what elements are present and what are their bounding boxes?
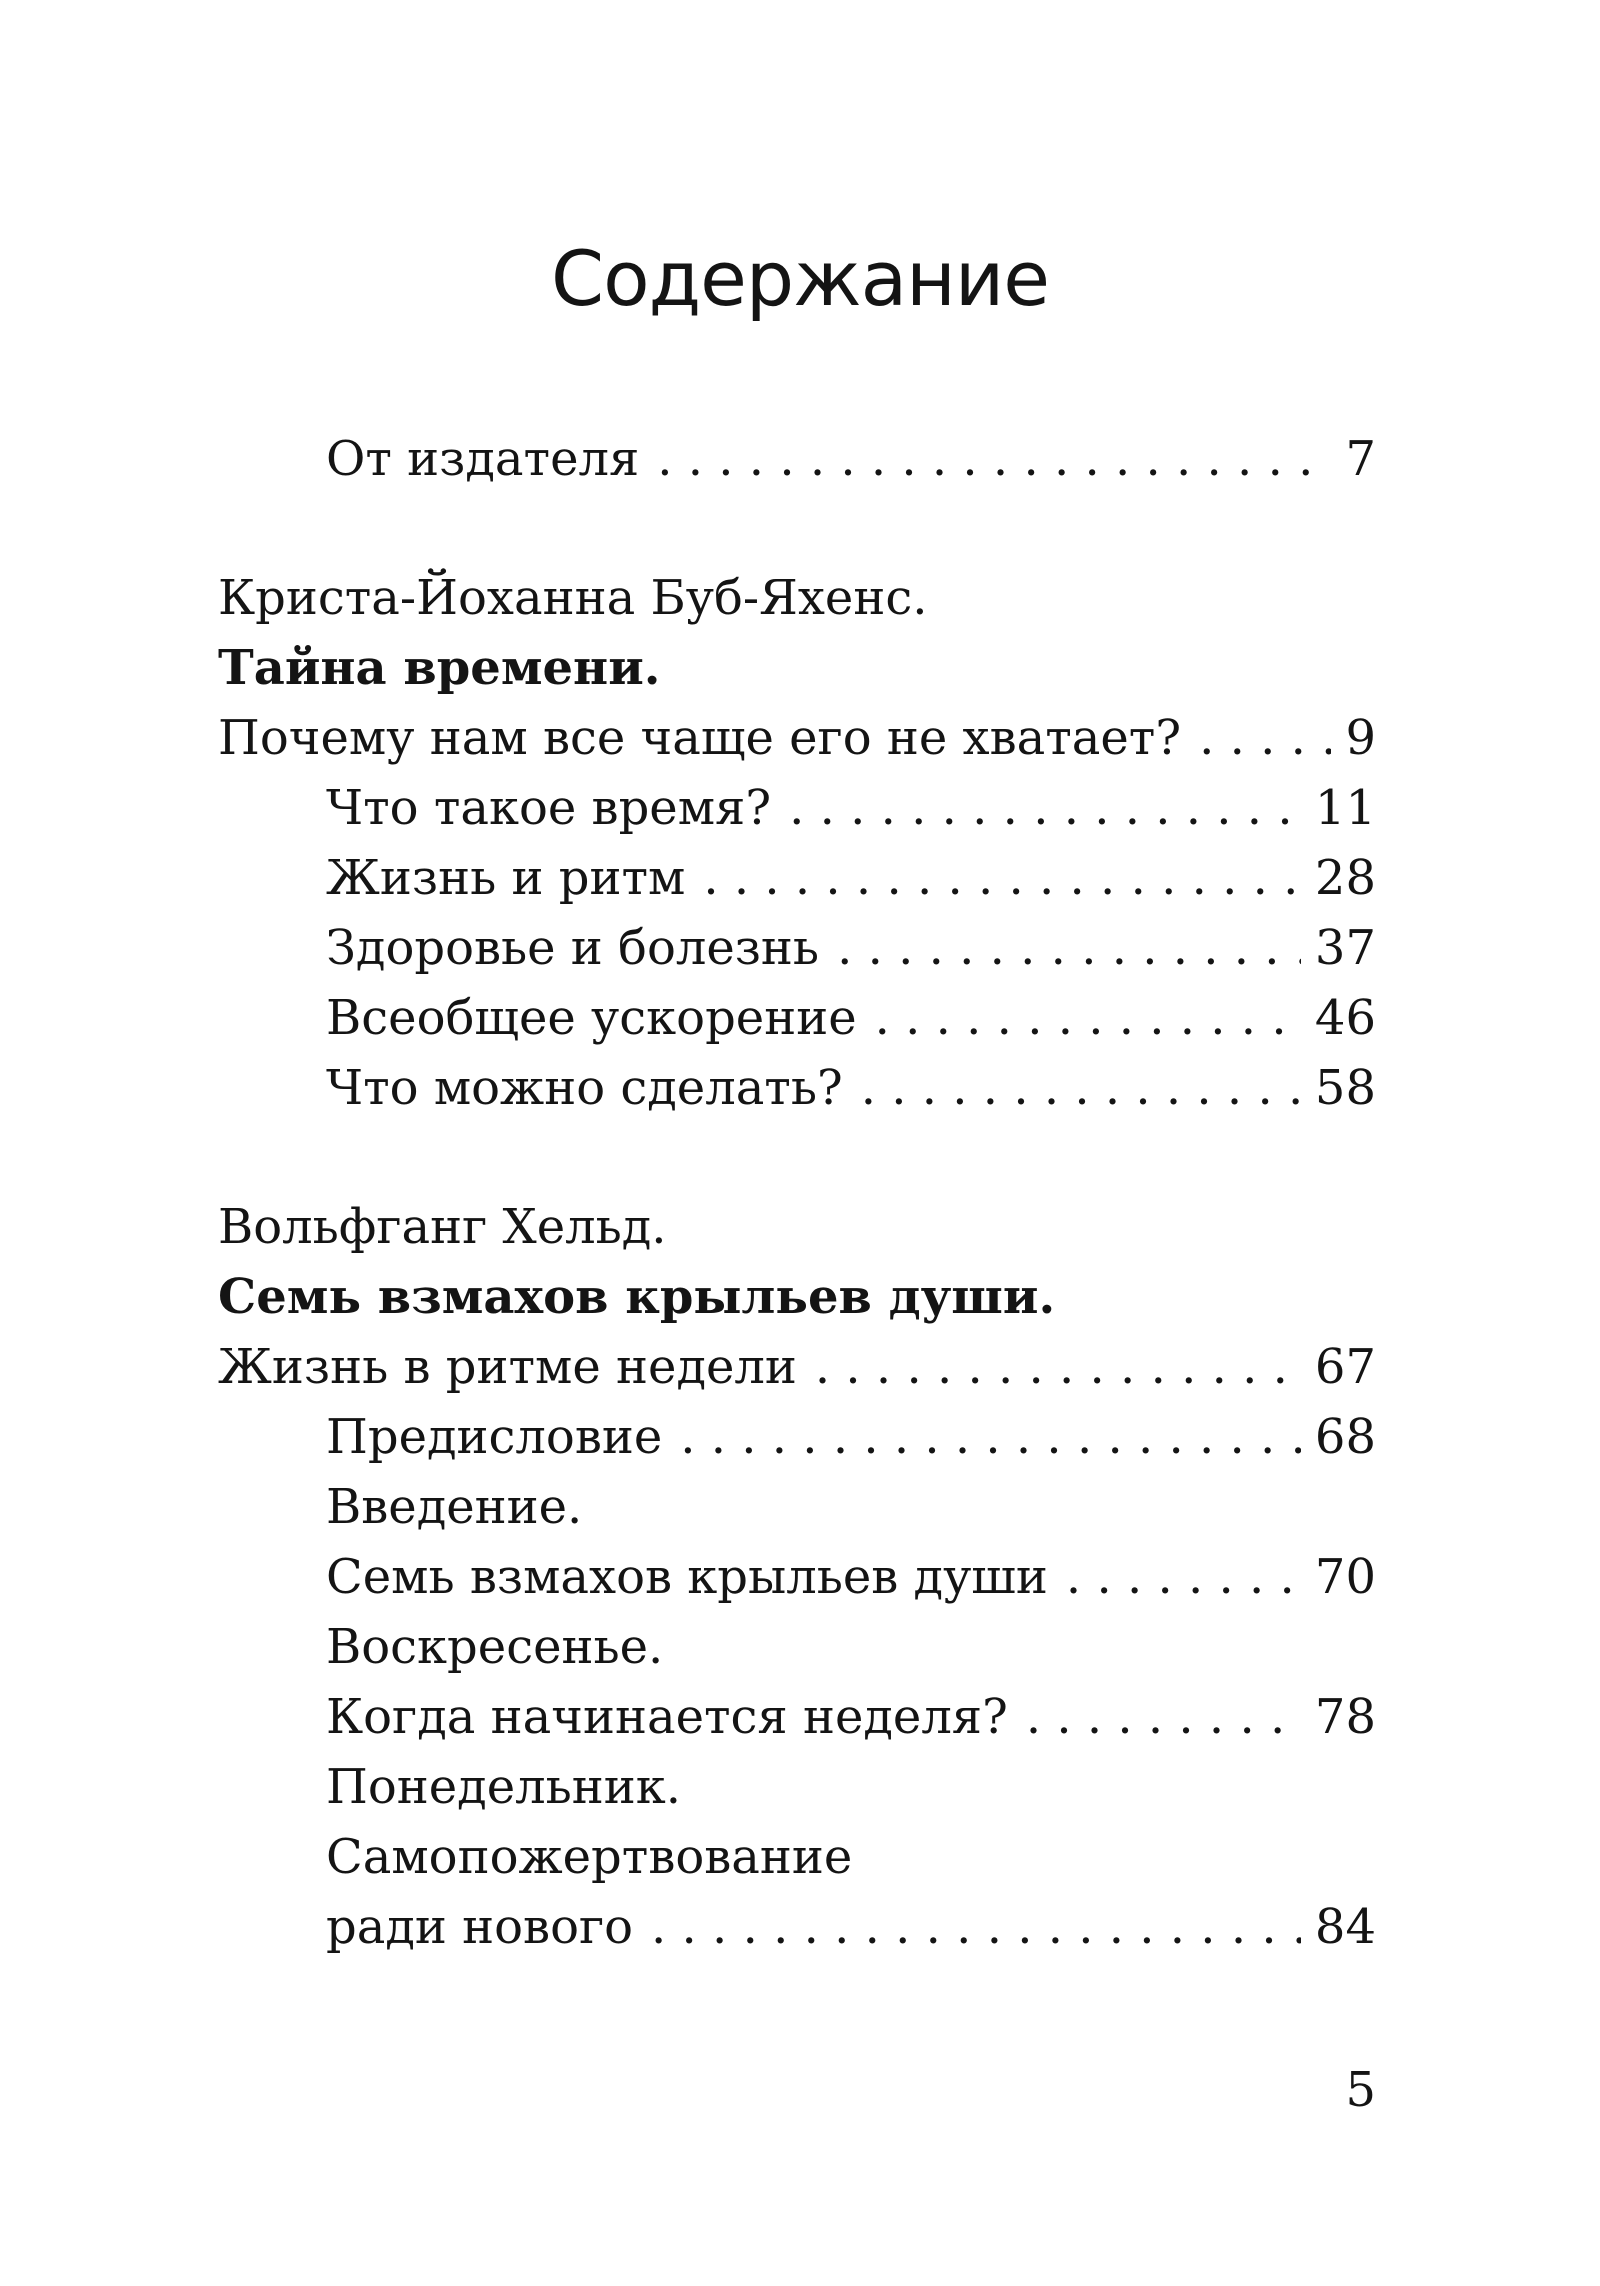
toc-entry-chapter [326, 1402, 1376, 1472]
toc-entry-label: Что такое время? [326, 780, 772, 836]
toc-page-number: 68 [1314, 1409, 1376, 1465]
dot-leader [1199, 703, 1331, 773]
toc-entry-chapter-line1: Введение. [326, 1479, 583, 1535]
toc-entry-chapter [326, 1892, 1376, 1962]
toc-entry-label: От издателя [326, 431, 640, 487]
dot-leader [703, 843, 1301, 913]
page-number: 5 [1345, 2062, 1376, 2118]
toc-page-number: 58 [1314, 1060, 1376, 1116]
toc-entry-chapter [326, 843, 1376, 913]
toc-entry-chapter-line1: Воскресенье. [326, 1619, 664, 1675]
toc-entry-label: Почему нам все чаще его не хватает? [218, 710, 1182, 766]
toc-page-number: 78 [1314, 1689, 1376, 1745]
toc-entry-chapter [326, 983, 1376, 1053]
dot-leader [815, 1332, 1301, 1402]
toc-entry-chapter [326, 1053, 1376, 1123]
toc-entry-chapter [326, 1542, 1376, 1612]
dot-leader [875, 983, 1301, 1053]
page-title: Содержание [551, 233, 1049, 323]
dot-leader [837, 913, 1301, 983]
toc-entry-part1-subtitle [218, 703, 1376, 773]
toc-page-number: 28 [1314, 850, 1376, 906]
toc-page-number: 67 [1314, 1339, 1376, 1395]
toc-entry-label: Предисловие [326, 1409, 663, 1465]
part2-book-title: Семь взмахов крыльев души. [218, 1269, 1056, 1325]
toc-page-number: 37 [1314, 920, 1376, 976]
toc-entry-label: Жизнь и ритм [326, 850, 686, 906]
toc-page-number: 9 [1345, 710, 1376, 766]
toc-entry-chapter-line2: Самопожертвование [326, 1829, 853, 1885]
toc-entry-chapter [326, 1682, 1376, 1752]
toc-page-number: 70 [1314, 1549, 1376, 1605]
toc-page-number: 7 [1345, 431, 1376, 487]
toc-entry-label: Здоровье и болезнь [326, 920, 820, 976]
toc-entry-label: ради нового [326, 1899, 634, 1955]
dot-leader [1066, 1542, 1301, 1612]
dot-leader [657, 424, 1331, 494]
toc-entry-chapter [326, 913, 1376, 983]
part1-book-title: Тайна времени. [218, 640, 661, 696]
toc-entry-label: Что можно сделать? [326, 1060, 843, 1116]
part1-author: Криста-Йоханна Буб-Яхенс. [218, 570, 928, 626]
toc-entry-label: Когда начинается неделя? [326, 1689, 1008, 1745]
toc-entry-chapter-line1: Понедельник. [326, 1759, 681, 1815]
toc-page-number: 84 [1314, 1899, 1376, 1955]
toc-entry-label: Всеобщее ускорение [326, 990, 857, 1046]
dot-leader [680, 1402, 1301, 1472]
dot-leader [651, 1892, 1301, 1962]
toc-entry-label: Жизнь в ритме недели [218, 1339, 797, 1395]
dot-leader [861, 1053, 1301, 1123]
toc-entry-part2-subtitle [218, 1332, 1376, 1402]
toc-entry-label: Семь взмахов крыльев души [326, 1549, 1048, 1605]
toc-page-number: 46 [1314, 990, 1376, 1046]
dot-leader [789, 773, 1301, 843]
dot-leader [1026, 1682, 1301, 1752]
toc-entry-chapter [326, 773, 1376, 843]
part2-author: Вольфганг Хельд. [218, 1199, 667, 1255]
toc-entry-publisher [326, 424, 1376, 494]
toc-page-number: 11 [1314, 780, 1376, 836]
